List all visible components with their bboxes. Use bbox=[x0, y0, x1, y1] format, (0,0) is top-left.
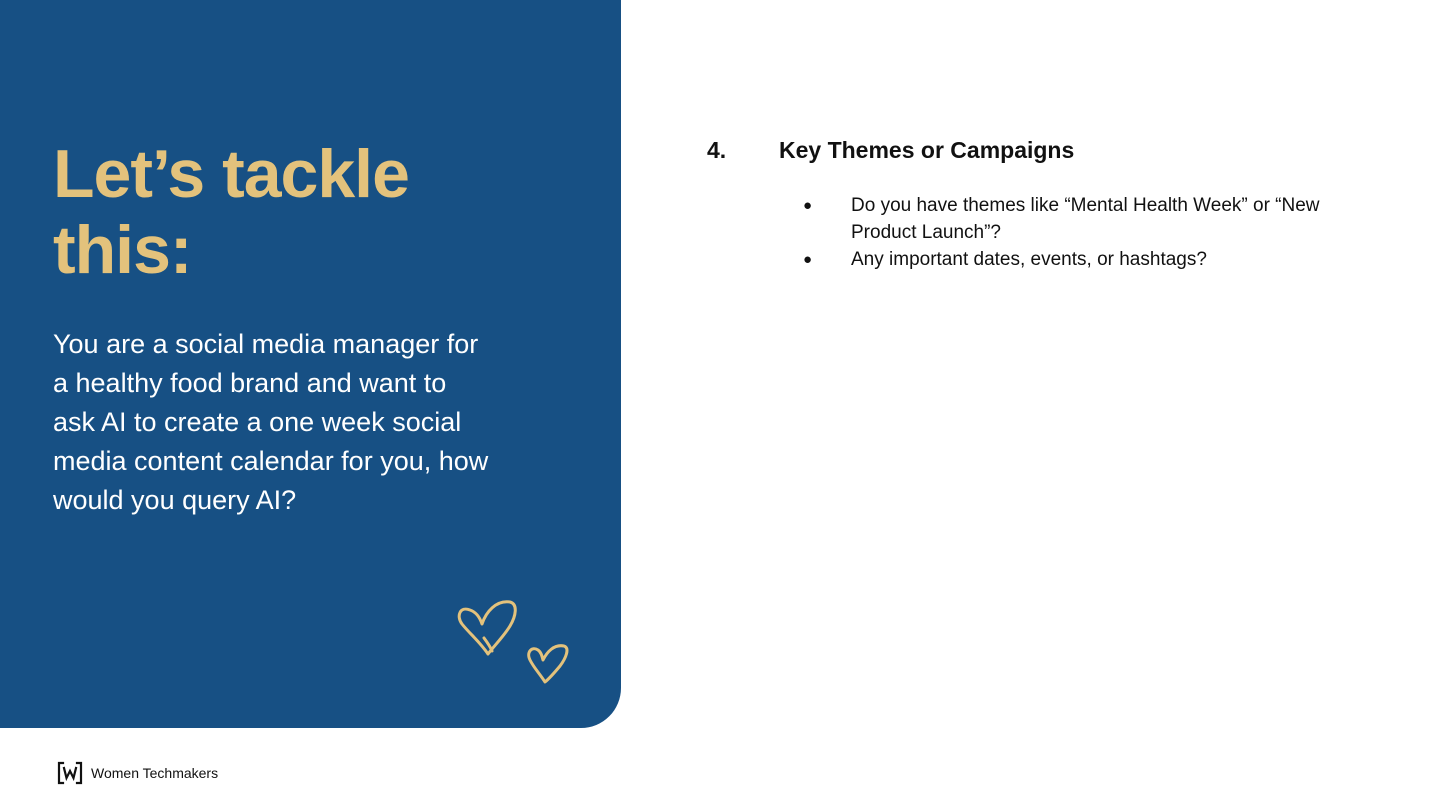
slide-headline: Let’s tackle this: bbox=[53, 136, 409, 288]
section-number: 4. bbox=[707, 137, 727, 163]
right-content bbox=[707, 134, 1387, 273]
footer-logo bbox=[57, 761, 218, 785]
bullet-icon: ● bbox=[803, 197, 813, 214]
bullet-icon: ● bbox=[803, 251, 813, 268]
section-heading bbox=[707, 134, 1387, 166]
list-item bbox=[803, 246, 1387, 273]
brand-name: Women Techmakers bbox=[91, 765, 219, 781]
bullet-text: Any important dates, events, or hashtags? bbox=[851, 249, 1207, 270]
scenario-prompt: You are a social media manager for a healthy food brand and want to ask AI to create a one week social media content calendar for you, how would you query AI? bbox=[53, 329, 489, 515]
list-item bbox=[803, 192, 1387, 246]
hearts-icon bbox=[452, 596, 576, 688]
section-title: Key Themes or Campaigns bbox=[779, 137, 1075, 163]
women-techmakers-logo-icon bbox=[57, 761, 83, 785]
bullet-text: Do you have themes like “Mental Health Week” or “New Product Launch”? bbox=[851, 195, 1320, 243]
left-panel bbox=[0, 0, 621, 728]
bullet-list bbox=[707, 192, 1387, 273]
